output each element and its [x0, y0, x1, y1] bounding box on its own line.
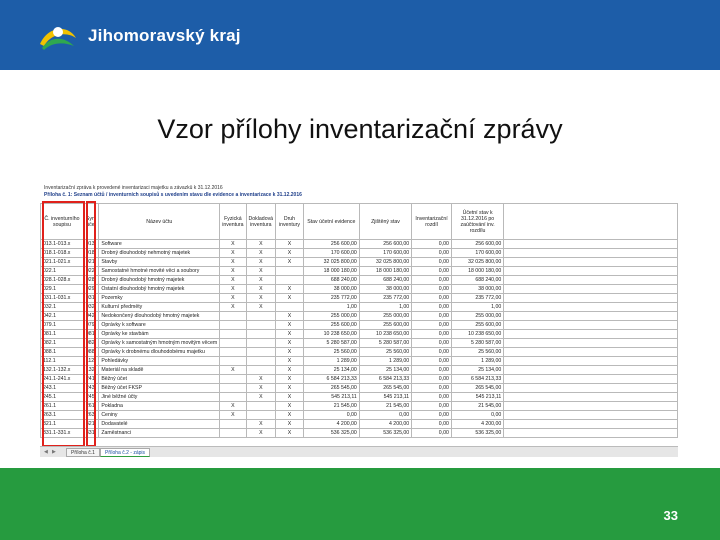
table-cell-empty — [504, 240, 678, 249]
table-cell: 18 000 180,00 — [451, 267, 503, 276]
table-cell: 265 545,00 — [451, 384, 503, 393]
table-cell: X — [276, 240, 304, 249]
col-header: Fyzická inventura — [220, 204, 246, 240]
table-cell: 088 — [83, 348, 98, 357]
table-cell: Samostatné hmotné movité věci a soubory — [99, 267, 220, 276]
table-cell: 688 240,00 — [303, 276, 359, 285]
table-cell: 38 000,00 — [451, 285, 503, 294]
table-cell: 25 134,00 — [303, 366, 359, 375]
table-row — [41, 429, 678, 438]
table-cell: 1 289,00 — [451, 357, 503, 366]
table-cell: X — [246, 393, 276, 402]
table-cell: 536 325,00 — [359, 429, 411, 438]
table-cell: 255 000,00 — [451, 312, 503, 321]
table-cell: 241 — [83, 375, 98, 384]
table-cell — [246, 339, 276, 348]
table-cell — [246, 357, 276, 366]
table-cell — [246, 321, 276, 330]
table-cell: 235 772,00 — [451, 294, 503, 303]
table-cell-empty — [504, 258, 678, 267]
table-row — [41, 411, 678, 420]
highlight-box-soupis — [42, 201, 85, 447]
table-cell: 0,00 — [412, 321, 452, 330]
table-cell: 321.1 — [41, 420, 84, 429]
table-cell: 545 213,11 — [451, 393, 503, 402]
table-cell: 21 545,00 — [359, 402, 411, 411]
table-cell: X — [246, 420, 276, 429]
table-cell: 241.1-241.x — [41, 375, 84, 384]
sheet-heading-line1: Inventarizační zpráva k provedené inventarizaci majetku a závazků k 31.12.2016 — [44, 185, 223, 191]
table-cell: 0,00 — [412, 240, 452, 249]
table-row — [41, 393, 678, 402]
table-cell: 018 — [83, 249, 98, 258]
table-cell: X — [276, 285, 304, 294]
table-cell: 0,00 — [412, 249, 452, 258]
table-cell: Jiné běžné účty — [99, 393, 220, 402]
table-cell: 028 — [83, 276, 98, 285]
table-cell: 10 238 650,00 — [359, 330, 411, 339]
table-cell: X — [220, 366, 246, 375]
table-cell — [220, 357, 246, 366]
table-cell: 536 325,00 — [451, 429, 503, 438]
table-cell: X — [276, 366, 304, 375]
table-cell: 042.1 — [41, 312, 84, 321]
table-cell: X — [220, 258, 246, 267]
table-row — [41, 249, 678, 258]
table-cell: X — [220, 402, 246, 411]
table-cell: X — [276, 393, 304, 402]
table-cell: X — [246, 384, 276, 393]
table-cell: 0,00 — [303, 411, 359, 420]
table-cell: 38 000,00 — [359, 285, 411, 294]
table-cell-empty — [504, 429, 678, 438]
table-cell: 263.1 — [41, 411, 84, 420]
table-cell: 029.1 — [41, 285, 84, 294]
table-cell: X — [246, 294, 276, 303]
table-cell: 081 — [83, 330, 98, 339]
table-cell: X — [276, 402, 304, 411]
table-cell: 0,00 — [412, 420, 452, 429]
table-cell: 0,00 — [412, 366, 452, 375]
table-row — [41, 303, 678, 312]
table-cell: 0,00 — [412, 312, 452, 321]
sheet-tabs-bar — [40, 446, 678, 457]
table-cell: Pozemky — [99, 294, 220, 303]
table-cell: X — [220, 249, 246, 258]
inventory-table — [40, 203, 678, 438]
table-cell: X — [276, 384, 304, 393]
table-cell: 032.1 — [41, 303, 84, 312]
table-cell: Běžný účet FKSP — [99, 384, 220, 393]
col-header: Název účtu — [99, 204, 220, 240]
table-cell: 079.1 — [41, 321, 84, 330]
table-cell: 079 — [83, 321, 98, 330]
table-cell — [220, 330, 246, 339]
table-cell: Kulturní předměty — [99, 303, 220, 312]
table-cell: 5 280 587,00 — [359, 339, 411, 348]
table-row — [41, 285, 678, 294]
table-cell-empty — [504, 312, 678, 321]
table-cell: Oprávky ke stavbám — [99, 330, 220, 339]
col-header: Zjištěný stav — [359, 204, 411, 240]
table-cell-empty — [504, 294, 678, 303]
table-cell: 018.1-018.x — [41, 249, 84, 258]
table-cell — [220, 312, 246, 321]
table-cell — [246, 312, 276, 321]
table-cell: 013.1-013.x — [41, 240, 84, 249]
table-cell: 042 — [83, 312, 98, 321]
table-cell: 25 560,00 — [451, 348, 503, 357]
table-cell: Ceniny — [99, 411, 220, 420]
table-cell: 21 545,00 — [303, 402, 359, 411]
table-row — [41, 276, 678, 285]
table-cell — [276, 267, 304, 276]
table-cell — [220, 321, 246, 330]
table-cell: 081.1 — [41, 330, 84, 339]
table-cell-empty — [504, 303, 678, 312]
table-cell: 0,00 — [412, 276, 452, 285]
sheet-heading-line2: Příloha č. 1: Seznam účtů / inventurních soupisů s uvedením stavu dle evidence a inventarizace k 31.12.2016 — [44, 192, 302, 198]
table-row — [41, 339, 678, 348]
table-cell-empty — [504, 348, 678, 357]
table-cell: 031.1-031.x — [41, 294, 84, 303]
table-cell: 255 000,00 — [303, 312, 359, 321]
table-cell: 32 025 800,00 — [303, 258, 359, 267]
table-cell: 082 — [83, 339, 98, 348]
highlight-box-ucet — [86, 201, 96, 447]
table-cell: X — [246, 249, 276, 258]
table-cell: 022 — [83, 267, 98, 276]
col-header: Č. inventurního soupisu — [41, 204, 84, 240]
table-cell-empty — [504, 402, 678, 411]
table-cell — [246, 411, 276, 420]
table-cell: Zaměstnanci — [99, 429, 220, 438]
table-cell: X — [276, 321, 304, 330]
table-cell — [276, 303, 304, 312]
table-cell: X — [246, 429, 276, 438]
table-cell — [246, 330, 276, 339]
table-cell: X — [220, 285, 246, 294]
table-cell-empty — [504, 366, 678, 375]
table-cell: 4 200,00 — [303, 420, 359, 429]
table-cell — [220, 384, 246, 393]
table-row — [41, 366, 678, 375]
table-cell: 0,00 — [412, 339, 452, 348]
table-cell: 5 280 587,00 — [303, 339, 359, 348]
table-row — [41, 375, 678, 384]
table-cell: 088.1 — [41, 348, 84, 357]
table-cell: 0,00 — [412, 267, 452, 276]
table-cell: 0,00 — [412, 384, 452, 393]
table-cell: 0,00 — [412, 330, 452, 339]
table-row — [41, 402, 678, 411]
table-cell: 0,00 — [412, 375, 452, 384]
tab-scroll-left-icon[interactable]: ◀ — [44, 449, 48, 455]
table-cell — [220, 393, 246, 402]
table-cell: 112 — [83, 357, 98, 366]
table-cell: 6 584 213,33 — [303, 375, 359, 384]
table-cell: 021 — [83, 258, 98, 267]
table-cell: 265 545,00 — [303, 384, 359, 393]
table-cell: 1,00 — [303, 303, 359, 312]
table-cell: 4 200,00 — [451, 420, 503, 429]
table-cell: X — [220, 276, 246, 285]
table-cell: 1 289,00 — [303, 357, 359, 366]
table-cell: 6 584 213,33 — [451, 375, 503, 384]
table-cell: X — [220, 267, 246, 276]
table-cell: 0,00 — [412, 285, 452, 294]
table-cell: 536 325,00 — [303, 429, 359, 438]
table-cell — [220, 375, 246, 384]
table-cell: 029 — [83, 285, 98, 294]
table-row — [41, 357, 678, 366]
table-row — [41, 321, 678, 330]
table-cell: X — [246, 240, 276, 249]
table-cell: 10 238 650,00 — [303, 330, 359, 339]
table-cell: Software — [99, 240, 220, 249]
table-cell: 243 — [83, 384, 98, 393]
table-cell: X — [220, 303, 246, 312]
sheet-tab-1[interactable]: Příloha č.1 — [66, 448, 100, 457]
table-cell-empty — [504, 321, 678, 330]
table-cell-empty — [504, 357, 678, 366]
table-cell: 6 584 213,33 — [359, 375, 411, 384]
table-cell: X — [220, 294, 246, 303]
table-cell: 256 600,00 — [303, 240, 359, 249]
table-cell: X — [276, 339, 304, 348]
table-cell: Drobný dlouhodobý hmotný majetek — [99, 276, 220, 285]
table-cell: Ostatní dlouhodobý hmotný majetek — [99, 285, 220, 294]
table-cell: 031 — [83, 294, 98, 303]
table-row — [41, 240, 678, 249]
table-cell: 688 240,00 — [359, 276, 411, 285]
table-cell: Drobný dlouhodobý nehmotný majetek — [99, 249, 220, 258]
table-cell: 25 134,00 — [451, 366, 503, 375]
table-cell: 170 600,00 — [303, 249, 359, 258]
table-cell: X — [276, 249, 304, 258]
table-cell: X — [276, 357, 304, 366]
table-cell: X — [246, 276, 276, 285]
col-header: Účetní stav k 31.12.2016 po zaúčtování inv. rozdílu — [451, 204, 503, 240]
table-cell: X — [246, 303, 276, 312]
table-cell: X — [276, 294, 304, 303]
table-cell — [220, 339, 246, 348]
table-cell: 235 772,00 — [303, 294, 359, 303]
table-cell: 132 — [83, 366, 98, 375]
table-cell — [246, 366, 276, 375]
table-cell: 10 238 650,00 — [451, 330, 503, 339]
table-cell: X — [276, 375, 304, 384]
table-cell: X — [276, 420, 304, 429]
table-cell: 38 000,00 — [303, 285, 359, 294]
tab-scroll-right-icon[interactable]: ▶ — [52, 449, 56, 455]
table-cell — [220, 429, 246, 438]
table-cell-empty — [504, 375, 678, 384]
col-header: Syn. účet — [83, 204, 98, 240]
col-header: Druh inventury — [276, 204, 304, 240]
footer-band — [0, 468, 720, 540]
table-cell-empty — [504, 393, 678, 402]
table-cell — [220, 420, 246, 429]
table-cell: X — [220, 411, 246, 420]
table-cell: 261 — [83, 402, 98, 411]
table-cell: X — [246, 285, 276, 294]
table-cell: 25 560,00 — [303, 348, 359, 357]
table-cell: 545 213,11 — [359, 393, 411, 402]
table-cell: X — [246, 375, 276, 384]
table-cell: 0,00 — [412, 303, 452, 312]
table-row — [41, 420, 678, 429]
table-cell: Oprávky k drobnému dlouhodobému majetku — [99, 348, 220, 357]
brand-name: Jihomoravský kraj — [88, 26, 241, 45]
table-cell: 0,00 — [412, 429, 452, 438]
table-cell: Stavby — [99, 258, 220, 267]
table-cell — [220, 348, 246, 357]
table-cell: 545 213,11 — [303, 393, 359, 402]
table-cell: 331 — [83, 429, 98, 438]
table-cell: X — [276, 258, 304, 267]
table-row — [41, 330, 678, 339]
table-row — [41, 294, 678, 303]
table-cell: 256 600,00 — [359, 240, 411, 249]
table-cell: 4 200,00 — [359, 420, 411, 429]
table-cell: 688 240,00 — [451, 276, 503, 285]
table-cell: 256 600,00 — [451, 240, 503, 249]
table-cell: 245.1 — [41, 393, 84, 402]
table-cell: X — [246, 267, 276, 276]
table-cell: 0,00 — [412, 411, 452, 420]
table-cell: X — [276, 330, 304, 339]
table-cell: Běžný účet — [99, 375, 220, 384]
table-cell: 0,00 — [412, 357, 452, 366]
table-cell: Pohledávky — [99, 357, 220, 366]
table-cell: 028.1-028.x — [41, 276, 84, 285]
table-row — [41, 384, 678, 393]
table-cell: 32 025 800,00 — [451, 258, 503, 267]
table-cell: 013 — [83, 240, 98, 249]
table-cell: X — [276, 312, 304, 321]
jmk-logo-icon — [38, 18, 78, 54]
table-cell: 0,00 — [412, 258, 452, 267]
table-cell: 082.1 — [41, 339, 84, 348]
table-cell: X — [276, 429, 304, 438]
table-row — [41, 312, 678, 321]
table-cell: 235 772,00 — [359, 294, 411, 303]
table-cell: Oprávky k software — [99, 321, 220, 330]
slide-title: Vzor přílohy inventarizační zprávy — [157, 114, 563, 144]
table-cell: Dodavatelé — [99, 420, 220, 429]
table-row — [41, 348, 678, 357]
table-cell: Oprávky k samostatným hmotným movitým věcem — [99, 339, 220, 348]
table-row — [41, 267, 678, 276]
table-cell — [246, 402, 276, 411]
col-header: Stav účetní evidence — [303, 204, 359, 240]
table-cell-empty — [504, 249, 678, 258]
table-cell — [246, 348, 276, 357]
table-cell: 132.1-132.x — [41, 366, 84, 375]
table-cell-empty — [504, 384, 678, 393]
table-cell-empty — [504, 276, 678, 285]
table-cell — [276, 276, 304, 285]
table-cell: 321 — [83, 420, 98, 429]
table-cell: 25 560,00 — [359, 348, 411, 357]
table-cell: 1,00 — [359, 303, 411, 312]
table-cell: 245 — [83, 393, 98, 402]
col-header: Dokladová inventura — [246, 204, 276, 240]
table-cell: 331.1-331.x — [41, 429, 84, 438]
col-header: Inventarizační rozdíl — [412, 204, 452, 240]
table-cell: 5 280 587,00 — [451, 339, 503, 348]
table-cell: 255 000,00 — [359, 312, 411, 321]
table-cell: 0,00 — [359, 411, 411, 420]
table-cell: 261.1 — [41, 402, 84, 411]
table-cell: 255 600,00 — [303, 321, 359, 330]
header-band — [0, 0, 720, 70]
table-cell: 18 000 180,00 — [359, 267, 411, 276]
table-cell: 170 600,00 — [451, 249, 503, 258]
table-cell: 18 000 180,00 — [303, 267, 359, 276]
table-cell: 022.1 — [41, 267, 84, 276]
table-cell-empty — [504, 420, 678, 429]
table-cell: 1 289,00 — [359, 357, 411, 366]
table-cell: Materiál na skladě — [99, 366, 220, 375]
empty-col — [504, 204, 678, 240]
table-cell: X — [220, 240, 246, 249]
table-row — [41, 258, 678, 267]
table-cell: 170 600,00 — [359, 249, 411, 258]
spreadsheet-screenshot — [40, 185, 678, 457]
table-cell: 255 600,00 — [451, 321, 503, 330]
table-cell: 25 134,00 — [359, 366, 411, 375]
table-cell-empty — [504, 411, 678, 420]
table-cell: 243.1 — [41, 384, 84, 393]
table-cell: Nedokončený dlouhodobý hmotný majetek — [99, 312, 220, 321]
table-cell: 0,00 — [412, 393, 452, 402]
table-cell-empty — [504, 339, 678, 348]
table-cell: 021.1-021.x — [41, 258, 84, 267]
table-cell: 255 600,00 — [359, 321, 411, 330]
table-cell: Pokladna — [99, 402, 220, 411]
table-header-row — [41, 204, 678, 240]
page-number: 33 — [663, 508, 678, 523]
table-cell-empty — [504, 285, 678, 294]
table-cell: 1,00 — [451, 303, 503, 312]
table-cell-empty — [504, 330, 678, 339]
sheet-tab-2[interactable]: Příloha č.2 - zápis — [100, 448, 150, 457]
table-cell: 0,00 — [412, 294, 452, 303]
table-cell: X — [276, 411, 304, 420]
table-cell: 0,00 — [412, 402, 452, 411]
table-cell-empty — [504, 267, 678, 276]
table-cell: 0,00 — [412, 348, 452, 357]
table-cell: 032 — [83, 303, 98, 312]
table-cell: 265 545,00 — [359, 384, 411, 393]
table-cell: 0,00 — [451, 411, 503, 420]
table-cell: X — [276, 348, 304, 357]
table-cell: X — [246, 258, 276, 267]
table-cell: 21 545,00 — [451, 402, 503, 411]
table-cell: 32 025 800,00 — [359, 258, 411, 267]
table-cell: 263 — [83, 411, 98, 420]
table-cell: 112.1 — [41, 357, 84, 366]
